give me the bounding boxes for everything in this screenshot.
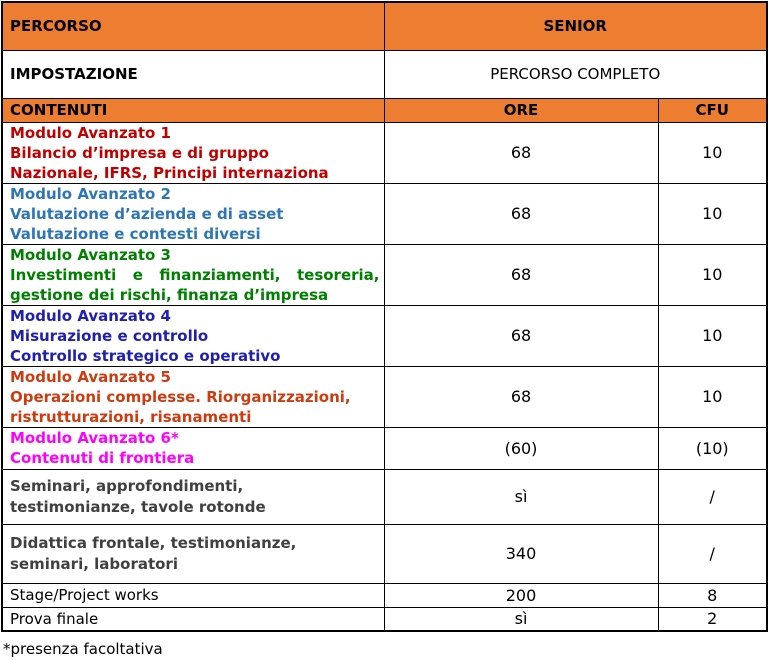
ore-value: 200 xyxy=(384,583,658,607)
table-row xyxy=(2,122,767,183)
contenuti-column-header: CONTENUTI xyxy=(2,98,384,122)
table-row xyxy=(2,427,767,469)
course-table xyxy=(1,1,768,632)
stage-cell: Stage/Project works xyxy=(2,583,384,607)
cfu-value: 10 xyxy=(658,366,767,427)
cfu-value: 10 xyxy=(658,183,767,244)
row-label-line: Seminari, approfondimenti, xyxy=(10,476,244,495)
table-row xyxy=(2,305,767,366)
module-title: Modulo Avanzato 3 xyxy=(10,245,171,264)
table-row xyxy=(2,524,767,583)
ore-value: 68 xyxy=(384,305,658,366)
module-title: Modulo Avanzato 1 xyxy=(10,123,171,142)
cfu-value: / xyxy=(658,524,767,583)
module-detail: Controllo strategico e operativo xyxy=(10,346,281,365)
module-4-cell xyxy=(2,305,384,366)
row-label-line: testimonianze, tavole rotonde xyxy=(10,497,266,516)
table-row xyxy=(2,366,767,427)
ore-value: (60) xyxy=(384,427,658,469)
cfu-value: 10 xyxy=(658,305,767,366)
prova-finale-cell: Prova finale xyxy=(2,607,384,631)
module-subtitle: Bilancio d’impresa e di gruppo xyxy=(10,143,269,162)
percorso-header-cell: PERCORSO xyxy=(2,2,384,50)
impostazione-value-cell: PERCORSO COMPLETO xyxy=(384,50,767,98)
cfu-value: 10 xyxy=(658,244,767,305)
didattica-cell xyxy=(2,524,384,583)
row-label-line: Didattica frontale, testimonianze, xyxy=(10,533,297,552)
module-title: Modulo Avanzato 4 xyxy=(10,306,171,325)
seminari-cell xyxy=(2,469,384,524)
ore-value: 68 xyxy=(384,183,658,244)
module-2-cell xyxy=(2,183,384,244)
ore-value: 68 xyxy=(384,366,658,427)
module-1-cell xyxy=(2,122,384,183)
footnote: *presenza facoltativa xyxy=(3,640,163,658)
cfu-value: / xyxy=(658,469,767,524)
ore-value: sì xyxy=(384,469,658,524)
module-title: Modulo Avanzato 2 xyxy=(10,184,171,203)
table-row xyxy=(2,469,767,524)
ore-value: 68 xyxy=(384,244,658,305)
cfu-value: 2 xyxy=(658,607,767,631)
cfu-value: 8 xyxy=(658,583,767,607)
module-subtitle: Valutazione d’azienda e di asset xyxy=(10,204,284,223)
module-detail: Valutazione e contesti diversi xyxy=(10,224,261,243)
table-row xyxy=(2,2,767,50)
row-label-line: seminari, laboratori xyxy=(10,554,178,573)
ore-column-header: ORE xyxy=(384,98,658,122)
ore-value: 340 xyxy=(384,524,658,583)
module-detail: ristrutturazioni, risanamenti xyxy=(10,407,252,426)
impostazione-label-cell: IMPOSTAZIONE xyxy=(2,50,384,98)
module-subtitle: Operazioni complesse. Riorganizzazioni, xyxy=(10,387,351,406)
module-subtitle: Misurazione e controllo xyxy=(10,326,209,345)
module-title: Modulo Avanzato 6* xyxy=(10,429,179,447)
table-row xyxy=(2,183,767,244)
module-subtitle: Investimenti e finanziamenti, tesoreria, xyxy=(10,265,380,284)
module-subtitle: Contenuti di frontiera xyxy=(10,449,195,467)
table-row xyxy=(2,98,767,122)
module-3-cell xyxy=(2,244,384,305)
ore-value: 68 xyxy=(384,122,658,183)
module-title: Modulo Avanzato 5 xyxy=(10,367,171,386)
module-detail: Nazionale, IFRS, Principi internaziona xyxy=(10,163,329,182)
module-6-cell xyxy=(2,427,384,469)
table-row xyxy=(2,583,767,607)
ore-value: sì xyxy=(384,607,658,631)
table-row xyxy=(2,607,767,631)
module-5-cell xyxy=(2,366,384,427)
table-row xyxy=(2,50,767,98)
module-detail: gestione dei rischi, finanza d’impresa xyxy=(10,285,329,304)
cfu-column-header: CFU xyxy=(658,98,767,122)
cfu-value: (10) xyxy=(658,427,767,469)
table-row xyxy=(2,244,767,305)
senior-header-cell: SENIOR xyxy=(384,2,767,50)
cfu-value: 10 xyxy=(658,122,767,183)
